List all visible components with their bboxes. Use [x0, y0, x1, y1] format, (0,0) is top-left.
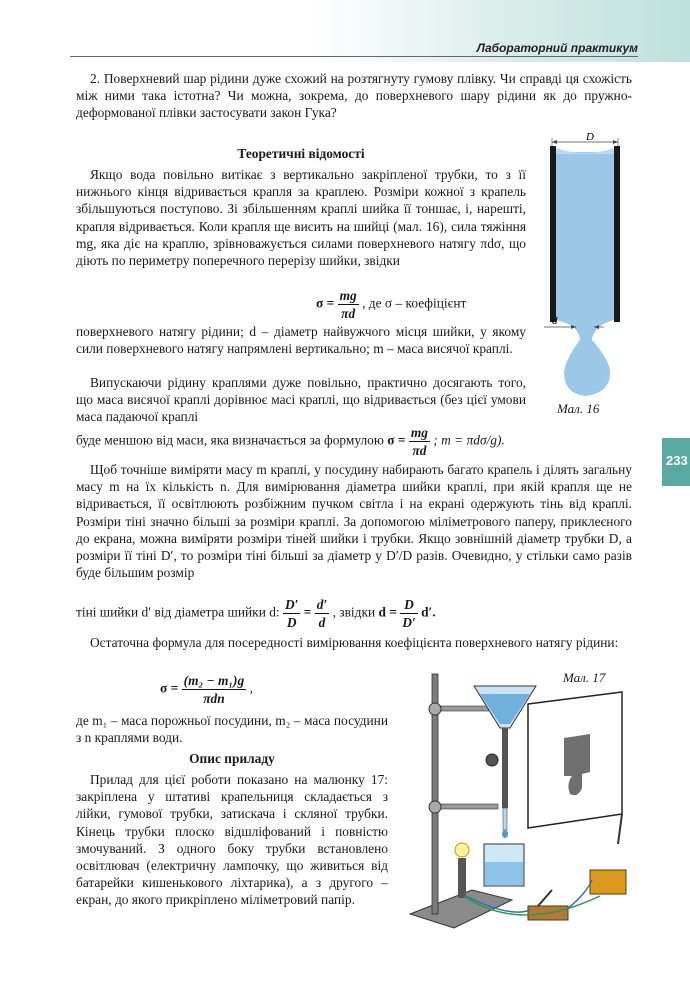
upper-clamp-knob [429, 703, 441, 715]
formula-numerator-2: mg [410, 425, 428, 440]
page-number: 233 [666, 453, 688, 468]
final-formula-comma: , [249, 680, 253, 696]
formula-trailing-text: , де σ – коефіцієнт [362, 295, 467, 311]
tube-wall-right [614, 146, 620, 322]
fraction-num-Dprime: D′ [284, 597, 299, 612]
figure-17 [400, 664, 640, 944]
theory-heading: Теоретичні відомості [237, 146, 365, 161]
formula-d-end: d′. [421, 604, 436, 620]
final-formula-lhs: σ = [160, 680, 179, 696]
lamp-stand [458, 858, 466, 898]
tube-wall-left [550, 146, 556, 322]
theory-paragraph-4: Щоб точніше виміряти масу m краплі, у посудину набирають багато крапель і ділять загальну масу m на їх кількість n. Для вимірювання діаметра шийки краплі, при якій крапля ще не відривається, її освітлюють розбіжним пучком світла і на екрані одержують тінь від краплі. Розміри тіні значно більші за розміри краплі. За допомогою міліметрового паперу, приклеєного до екрана, можна виміряти розміри тіней шийки і трубки. Якщо зовнішній діаметр трубки D, а розміри її тіні D′, то розміри тіні більші за діаметр у D′/D разів. Очевидно, у стільки само разів буде більшим розмір [76, 462, 632, 581]
fraction-D-over-D-prime [400, 596, 417, 631]
fraction-den-D: D [286, 615, 297, 630]
formula-d-lhs: d = [378, 604, 397, 620]
water-meniscus [556, 148, 614, 154]
formula-denominator-2: πd [412, 443, 427, 458]
formula-shadow-ratio [76, 596, 636, 631]
fraction-num-D: D [400, 596, 417, 614]
final-formula [160, 672, 253, 707]
figure-17-caption: Мал. 17 [563, 670, 606, 685]
lamp-bulb [455, 843, 469, 857]
dimension-label-D: D [586, 131, 594, 143]
fraction-den-Dprime: D′ [402, 615, 416, 630]
fraction-num-dprime: d′ [316, 597, 328, 612]
fraction-d-prime-over-d [315, 596, 329, 631]
final-formula-fraction [182, 672, 247, 707]
formula-whence: , звідки [332, 604, 376, 620]
formula-line-2 [76, 424, 636, 459]
screen-leg [618, 814, 622, 844]
formula-sigma-label-2: σ = [387, 432, 406, 448]
formula-tail: ; m = πdσ/g). [433, 432, 505, 448]
formula-fraction [338, 287, 359, 322]
falling-drop [502, 830, 508, 838]
equals-sign: = [303, 604, 312, 620]
theory-paragraph-5: Остаточна формула для посередності вимірювання коефіцієнта поверхневого натягу рідини: [90, 635, 619, 650]
formula-denominator: πd [341, 306, 356, 321]
formula-line-2-text: буде меншою від маси, яка визначається за формулою [76, 432, 384, 448]
device-heading: Опис приладу [189, 751, 275, 766]
fraction-den-d: d [318, 615, 326, 630]
device-description: Прилад для цієї роботи показано на малюнку 17: закріплена у штативі крапельниця складається з лійки, гумової трубки, затискача і скляної трубки. Кінець трубки плоско відшліфований і повністю змочуваний. З одного боку трубки встановлено освітлювач (електричну лампочку, що живиться від батарейки кишенькового ліхтарика), а з другого – екран, до якого прикріплено міліметровий папір. [76, 772, 388, 908]
formula-sigma-label: σ = [316, 295, 335, 311]
final-formula-denominator: πdn [203, 691, 225, 706]
formula-fraction-2 [409, 424, 430, 459]
rubber-tube [502, 728, 508, 808]
formula-numerator: mg [339, 288, 357, 303]
pinch-clamp [486, 754, 498, 766]
figure-16 [540, 130, 640, 420]
figure-16-caption: Мал. 16 [557, 401, 600, 416]
theory-paragraph-6: де m₁ – маса порожньої посудини, m₂ – маса посудини з n краплями води. [76, 713, 388, 746]
beaker-water [485, 862, 523, 885]
final-formula-numerator: (m₂ − m₁)g [183, 673, 245, 688]
fraction-D-prime-over-D [283, 596, 300, 631]
theory-paragraph-1: Якщо вода повільно витікає з вертикально закріпленої трубки, то з її нижнього кінця відривається крапля за краплею. Розміри кожної з крапель збільшуються поступово. Зі збільшенням краплі шийка її тоншає, і, нарешті, крапля відривається. Коли крапля ще висить на шийці (мал. 16), сила тяжіння mg, яка діє на краплю, зрівноважується силами поверхневого натягу πdσ, що діють по периметру поперечного перерізу шийки, звідки [76, 167, 526, 269]
glass-tube [503, 808, 507, 830]
running-header: Лабораторний практикум [476, 41, 638, 55]
switch-lever [538, 890, 552, 906]
task-question: 2. Поверхневий шар рідини дуже схожий на розтягнуту гумову плівку. Чи справді ця схожість між ними така істотна? Чи можна, зокрема, до поверхневого шару рідини як до пружно-деформованої плівки застосувати закон Гука? [76, 71, 632, 121]
header-rule [70, 56, 638, 57]
formula-sigma-mg [316, 287, 466, 322]
formula-shadow-text: тіні шийки d′ від діаметра шийки d: [76, 604, 280, 620]
dimension-arrow-right [613, 140, 618, 144]
theory-paragraph-3: Випускаючи рідину краплями дуже повільно, практично досягають того, що маса висячої краплі дорівнює масі краплі, що відривається (без цієї умови маса падаючої краплі [76, 375, 526, 425]
theory-paragraph-2: поверхневого натягу рідини; d – діаметр найвужчого місця шийки, у якому сили поверхневого натягу напрямлені вертикально; m – маса висячої краплі. [76, 324, 526, 357]
water-column-and-drop [556, 152, 614, 396]
battery [590, 870, 626, 894]
lower-clamp-knob [429, 801, 441, 813]
dimension-label-d: d [552, 315, 558, 327]
dimension-arrow-left [552, 140, 557, 144]
lower-clamp-arm [436, 804, 498, 809]
